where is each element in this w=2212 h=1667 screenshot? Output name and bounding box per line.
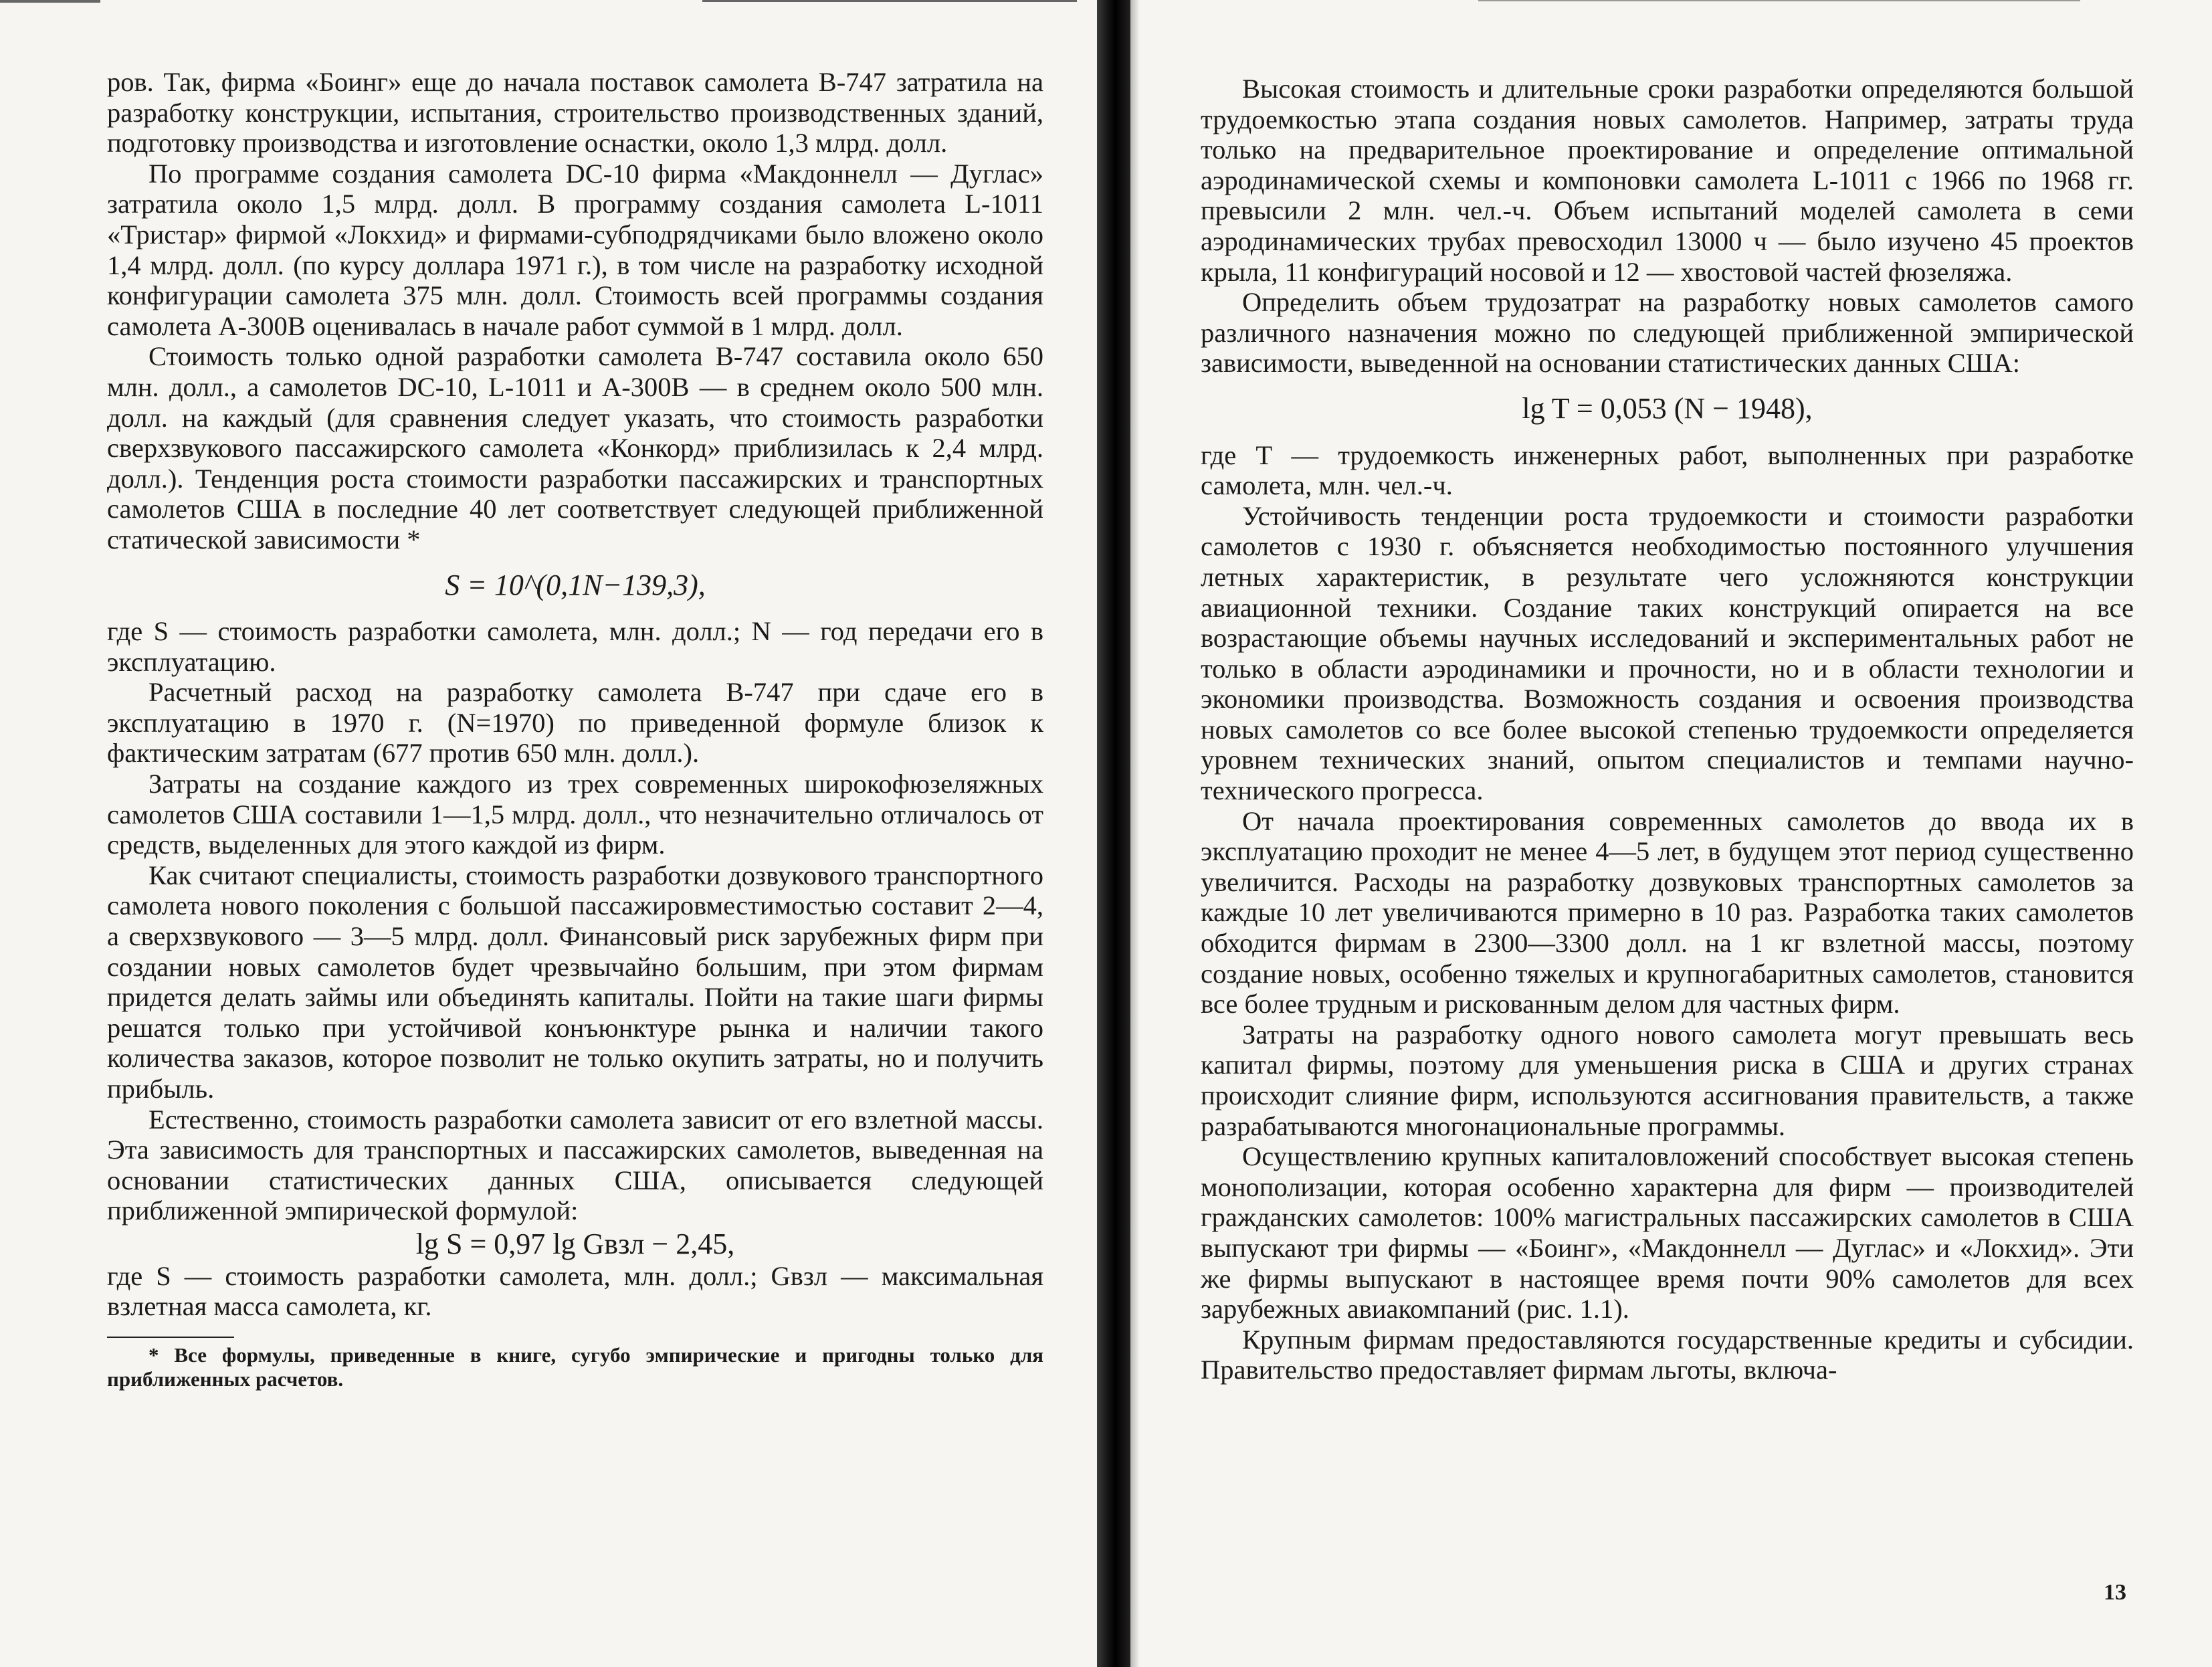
paragraph: Как считают специалисты, стоимость разработки дозвукового транспортного самолета нового поколения с большой пассажировместимостью составит 2—4, а сверхзвукового — 3—5 млрд. долл. Финансовый риск зарубежных фирм при создании новых самолетов будет чрезвычайно большим, при этом фирмам придется делать займы или объединять капиталы. Пойти на такие шаги фирмы решатся только при устойчивой конъюнктуре рынка и наличии такого количества заказов, которое позволит не только окупить затраты, но и получить прибыль. [107,860,1043,1104]
paragraph: Стоимость только одной разработки самолета В-747 составила около 650 млн. долл., а самолетов DC-10, L-1011 и А-300В — в среднем около 500 млн. долл. на каждый (для сравнения следует указать, что стоимость разработки сверхзвукового пассажирского самолета «Конкорд» приблизилась к 2,4 млрд. долл.). Тенденция роста стоимости разработки пассажирских и транспортных самолетов США в последние 40 лет соответствует следующей приближенной статической зависимости * [107,341,1043,555]
paragraph: Затраты на разработку одного нового самолета могут превышать весь капитал фирмы, поэтому для уменьшения риска в США и других странах происходит слияние фирм, используются ассигнования правительств, а также разрабатываются многонациональные программы. [1201,1019,2134,1141]
paragraph: От начала проектирования современных самолетов до ввода их в эксплуатацию проходит не менее 4—5 лет, в будущем этот период существенно увеличится. Расходы на разработку дозвуковых транспортных самолетов за каждые 10 лет увеличиваются примерно в 10 раз. Разработка таких самолетов обходится фирмам в 2300—3300 долл. на 1 кг взлетной массы, поэтому создание новых, особенно тяжелых и крупногабаритных самолетов, становится все более трудным и рискованным делом для частных фирм. [1201,805,2134,1019]
paragraph: где T — трудоемкость инженерных работ, выполненных при разработке самолета, млн. чел.-ч. [1201,439,2134,501]
book-gutter [1097,0,1130,1667]
page-number: 13 [2104,1580,2126,1605]
paragraph: Расчетный расход на разработку самолета В-747 при сдаче его в эксплуатацию в 1970 г. (N=1970) по приведенной формуле близок к фактическим затратам (677 против 650 млн. долл.). [107,677,1043,769]
top-edge-line [0,0,100,3]
formula [107,570,1043,601]
right-text-column [1201,74,2134,1385]
paragraph: ров. Так, фирма «Боинг» еще до начала поставок самолета В-747 затратила на разработку конструкции, испытания, строительство производственных зданий, подготовку производства и изготовление оснастки, около 1,3 млрд. долл. [107,67,1043,159]
gutter-shadow [1130,0,1140,1667]
paragraph: Затраты на создание каждого из трех современных широкофюзеляжных самолетов США составили 1—1,5 млрд. долл., что незначительно отличалось от средств, выделенных для этого каждой из фирм. [107,769,1043,860]
footnote-divider [107,1337,234,1338]
paragraph: Осуществлению крупных капиталовложений способствует высокая степень монополизации, которая особенно характерна для фирм — производителей гражданских самолетов: 100% магистральных пассажирских самолетов в США выпускают три фирмы — «Боинг», «Макдоннелл — Дуглас» и «Локхид». Эти же фирмы выпускают в настоящее время почти 90% самолетов для всех зарубежных авиакомпаний (рис. 1.1). [1201,1141,2134,1325]
paragraph: Определить объем трудозатрат на разработку новых самолетов самого различного назначения можно по следующей приближенной эмпирической зависимости, выведенной на основании статистических данных США: [1201,287,2134,379]
paragraph: Высокая стоимость и длительные сроки разработки определяются большой трудоемкостью этапа создания новых самолетов. Например, затраты труда только на предварительное проектирование и определение оптимальной аэродинамической схемы и компоновки самолета L-1011 с 1966 по 1968 гг. превысили 2 млн. чел.-ч. Объем испытаний моделей самолета в семи аэродинамических трубах превосходил 13000 ч — было изучено 45 проектов крыла, 11 конфигураций носовой и 12 — хвостовой частей фюзеляжа. [1201,74,2134,287]
paragraph: где S — стоимость разработки самолета, млн. долл.; Gвзл — максимальная взлетная масса самолета, кг. [107,1260,1043,1322]
formula [1201,393,2134,424]
top-edge-line [1478,0,2080,1]
formula [107,1229,1043,1260]
paragraph: где S — стоимость разработки самолета, млн. долл.; N — год передачи его в эксплуатацию. [107,616,1043,677]
formula-text: S = 10^(0,1N−139,3), [445,568,706,601]
paragraph: Устойчивость тенденции роста трудоемкости и стоимости разработки самолетов с 1930 г. объясняется необходимостью постоянного улучшения летных характеристик, в результате чего усложняются конструкции авиационной техники. Создание таких конструкций опирается на все возрастающие объемы научных исследований и экспериментальных работ не только в области аэродинамики и прочности, но и в области технологии и экономики производства. Возможность создания и освоения производства новых самолетов со все более высокой степенью трудоемкости определяется уровнем технических знаний, опытом специалистов и темпами научно-технического прогресса. [1201,500,2134,806]
footnote: * Все формулы, приведенные в книге, сугубо эмпирические и пригодны только для приближенных расчетов. [107,1343,1043,1391]
right-page [1130,0,2212,1667]
formula-text: lg T = 0,053 (N − 1948), [1522,391,1813,425]
paragraph: Естественно, стоимость разработки самолета зависит от его взлетной массы. Эта зависимость для транспортных и пассажирских самолетов, выведенная на основании статистических данных США, описывается следующей приближенной эмпирической формулой: [107,1104,1043,1226]
paragraph: Крупным фирмам предоставляются государственные кредиты и субсидии. Правительство предоставляет фирмам льготы, включа- [1201,1324,2134,1385]
paragraph: По программе создания самолета DC-10 фирма «Макдоннелл — Дуглас» затратила около 1,5 млрд. долл. В программу создания самолета L-1011 «Тристар» фирмой «Локхид» и фирмами-субподрядчиками было вложено около 1,4 млрд. долл. (по курсу доллара 1971 г.), в том числе на разработку исходной конфигурации самолета 375 млн. долл. Стоимость всей программы создания самолета А-300В оценивалась в начале работ суммой в 1 млрд. долл. [107,158,1043,341]
left-page [0,0,1097,1667]
left-text-column [107,67,1043,1391]
formula-text: lg S = 0,97 lg Gвзл − 2,45, [415,1227,735,1260]
top-edge-line [702,0,1077,2]
